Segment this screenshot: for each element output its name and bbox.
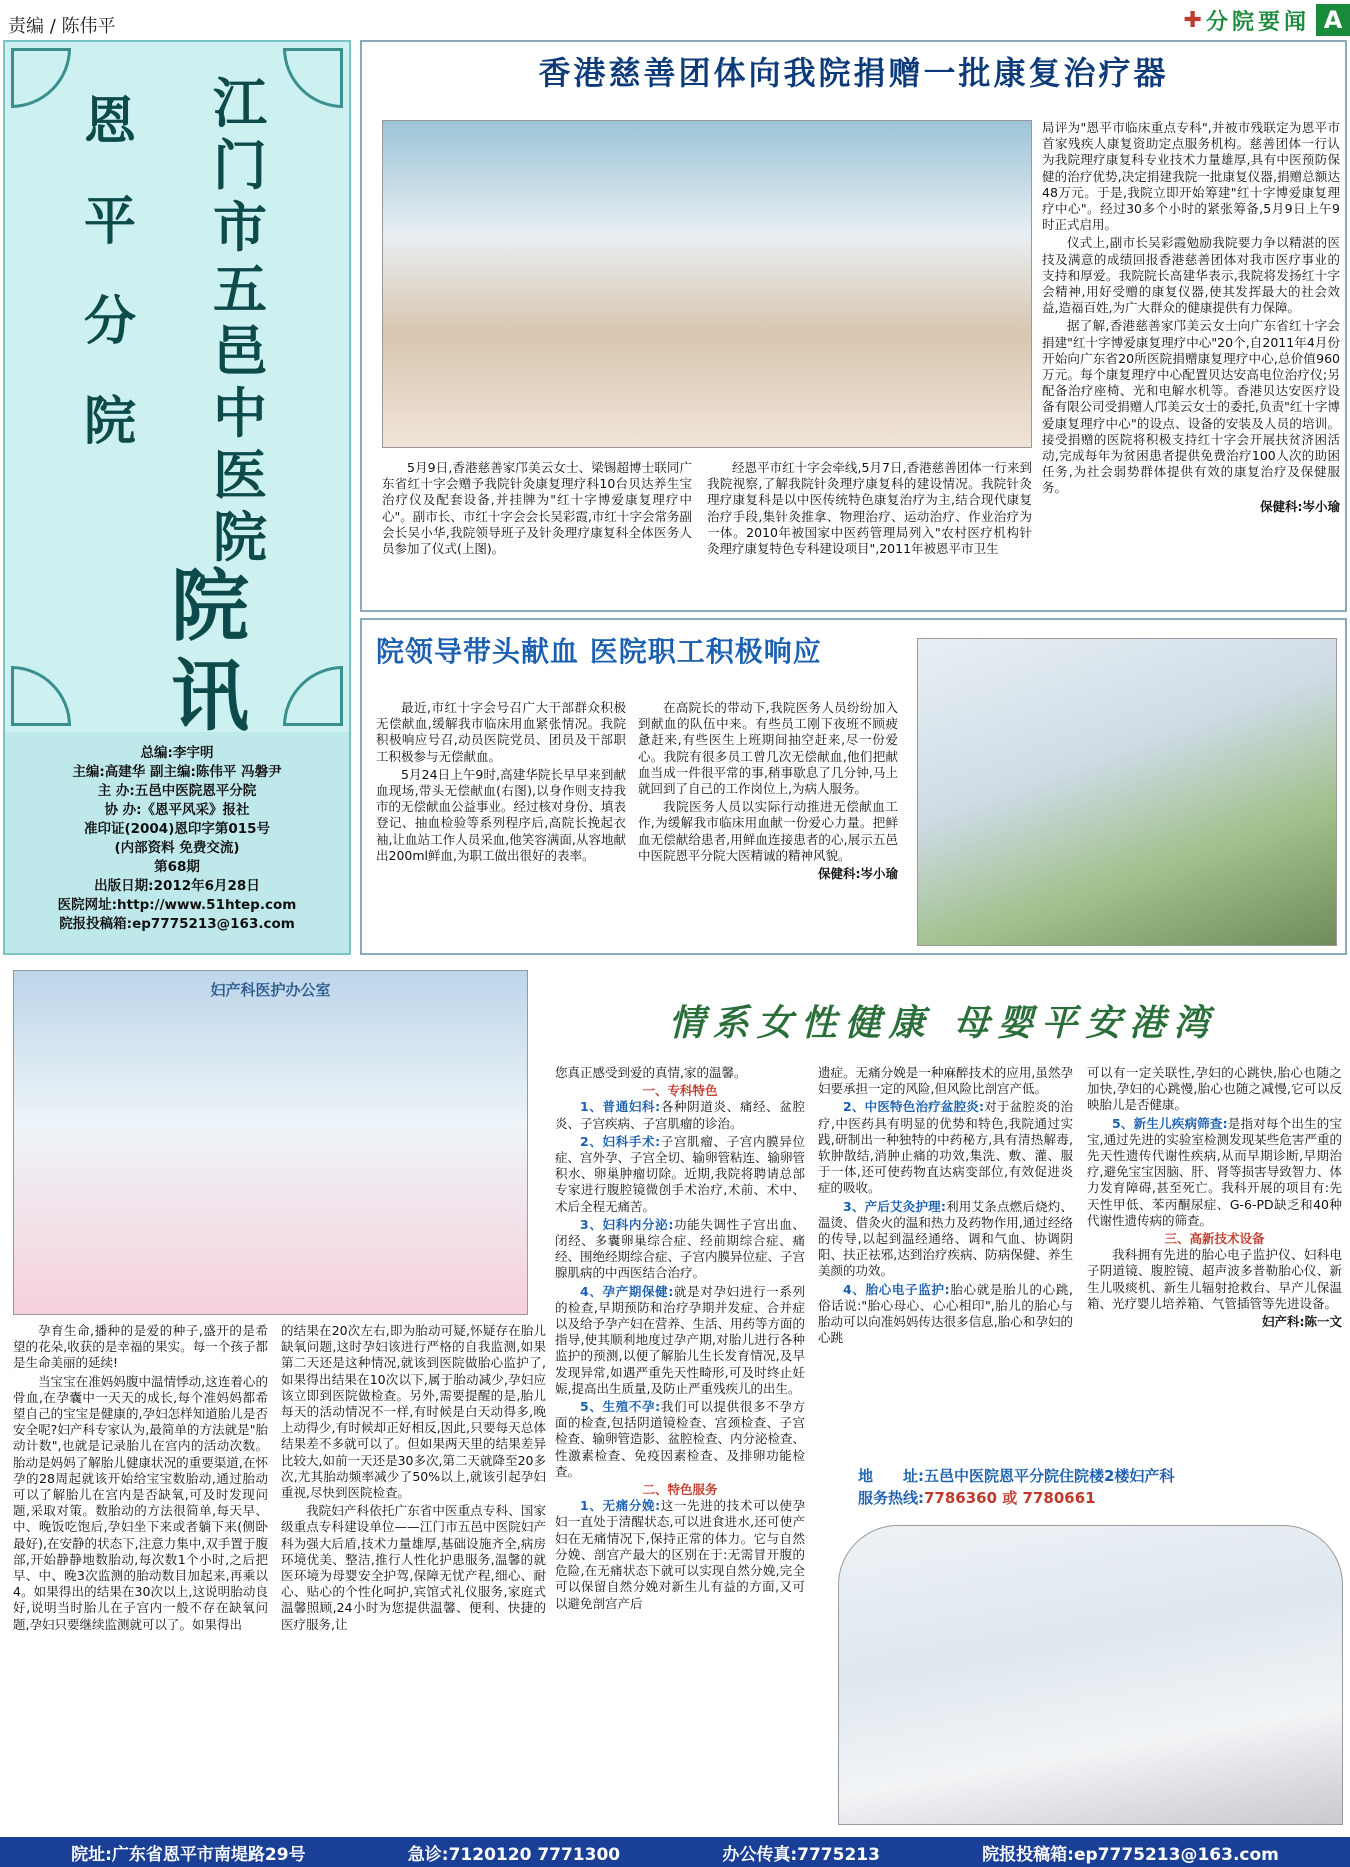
article-column: 局评为"恩平市临床重点专科",并被市残联定为恩平市首家残疾人康复资助定点服务机构。慈善团体一行认为我院理疗康复科专业技术力量雄厚,具有中医预防保健的治疗优势,决定捐建我院一批康复仪器,捐赠总额达48万元。于是,我院立即开始筹建"红十字博爱康复理疗中心"。经过30多个小时的紧张筹备,5月9日上午9时正式启用。 仪式上,副市长吴彩霞勉励我院要力争以精湛的医技及满意的成绩回报香港慈善团体对我市医疗事业的支持和厚爱。我院院长高建华表示,我院将发扬红十字会精神,用好受赠的康复仪器,使其发挥最大的社会效益,造福百姓,为广大群众的健康提供有力保障。 据了解,香港慈善家邝美云女士向广东省红十字会捐建"红十字博爱康复理疗中心"20个,自2011年4月份开始向广东省20所医院捐赠康复理疗中心,总价值960万元。每个康复理疗中心配置贝达安高电位治疗仪;另配备治疗座椅、光和电解水机等。香港贝达安医疗设备有限公司受捐赠人邝美云女士的委托,负责"红十字博爱康复理疗中心"的设点、设备的安装及人员的培训。接受捐赠的医院将积极支持红十字会开展扶贫济困活动,完成每年为贫困患者提供免费治疗100人次的助困任务,为社会弱势群体提供有效的康复治疗及保健服务。 保健科:岑小瑜 xyxy=(1042,120,1340,514)
author: 保健科:岑小瑜 xyxy=(1260,498,1340,514)
article-title: 院领导带头献血 医院职工积极响应 xyxy=(376,635,822,668)
blood-donation-photo xyxy=(917,638,1337,946)
photo-sign: 妇产科医护办公室 xyxy=(210,981,331,999)
website[interactable]: 医院网址:http://www.51htep.com xyxy=(57,897,297,913)
section-letter: A xyxy=(1316,4,1350,36)
article-column: 您真正感受到爱的真情,家的温馨。 一、专科特色 1、普通妇科:各种阴道炎、痛经、盆腔炎、子宫疾病、子宫肌瘤的诊治。 2、妇科手术:子宫肌瘤、子宫内膜异位症、宫外孕、子宫全切、输卵管粘连、输卵管积水、卵巢肿瘤切除。近期,我院将聘请总部专家进行腹腔镜微创手术治疗,术前、术中、术后全程无痛苦。 3、妇科内分泌:功能失调性子宫出血、闭经、多囊卵巢综合症、经前期综合症、痛经、围绝经期综合症、子宫内膜异位症、子宫腺肌病的中西医结合治疗。 4、孕产期保健:就是对孕妇进行一系列的检查,早期预防和治疗孕期并发症、合并症以及给予孕产妇在营养、生活、用药等方面的指导,使其顺利地度过孕产期,对胎儿进行各种监护的预测,以便了解胎儿生长发育情况,及早发现异常,如遇严重先天性畸形,可及时终止妊娠,提高出生质量,及防止严重残疾儿的出生。 5、生殖不孕:我们可以提供很多不孕方面的检查,包括阴道镜检查、宫颈检查、子宫检查、输卵管造影、盆腔检查、内分泌检查、性激素检查、免疫因素检查、及排卵功能检查。 二、特色服务 1、无痛分娩:这一先进的技术可以使孕妇一直处于清醒状态,可以进食进水,还可使产妇在无痛情况下,保持正常的体力。它与自然分娩、剖宫产最大的区别在于:无需冒开腹的危险,在无痛状态下就可以实现自然分娩,完全可以保留自然分娩对新生儿有益的方面,又可以避免剖宫产后 xyxy=(555,1065,806,1611)
permit: 准印证(2004)恩印字第015号 xyxy=(83,821,271,837)
co-host: 协 办:《恩平风采》报社 xyxy=(104,802,250,818)
article-column: 的结果在20次左右,即为胎动可疑,怀疑存在胎儿缺氧问题,这时孕妇该进行严格的自我监测,如果第二天还是这种情况,就该到医院做胎心监护了,如果得出结果在10次以下,属于胎动减少,孕妇应该立即到医院做检查。另外,需要提醒的是,胎儿每天的活动情况不一样,有时候是白天动得多,晚上动得少,有时候却正好相反,因此,只要每天总体结果差不多就可以了。但如果两天里的结果差异比较大,如前一天还是30多次,第二天就降至20多次,尤其胎动频率减少了50%以上,就该引起孕妇重视,尽快到医院检查。 我院妇产科依托广东省中医重点专科、国家级重点专科建设单位——江门市五邑中医院妇产科为强大后盾,技术力量雄厚,基础设施齐全,病房环境优美、整洁,推行人性化护患服务,温馨的就医环境为母婴安全护驾,保障无忧产程,细心、耐心、贴心的个性化呵护,宾馆式礼仪服务,家庭式温馨照顾,24小时为您提供温馨、便利、快捷的医疗服务,让 xyxy=(281,1323,546,1632)
article-column: 可以有一定关联性,孕妇的心跳快,胎心也随之加快,孕妇的心跳慢,胎心也随之减慢,它可以反映胎儿是否健康。 5、新生儿疾病筛查:是指对每个出生的宝宝,通过先进的实验室检测发现某些危害严重的先天性遗传代谢性疾病,从而早期诊断,早期治疗,避免宝宝因脑、肝、肾等损害导致智力、体力发育障碍,甚至死亡。我科开展的项目有:先天性甲低、苯丙酮尿症、G-6-PD缺乏和40种代谢性遗传病的筛查。 三、高新技术设备 我科拥有先进的胎心电子监护仪、妇科电子阴道镜、腹腔镜、超声波多普勒胎心仪、新生儿吸痰机、新生儿辐射抢救台、早产儿保温箱、光疗婴儿培养箱、气管插管等先进设备。 妇产科:陈一文 xyxy=(1087,1065,1342,1330)
email[interactable]: 院报投稿箱:ep7775213@163.com xyxy=(59,916,295,932)
hospital-name: 江门市五邑中医院 xyxy=(213,71,267,569)
host: 主 办:五邑中医院恩平分院 xyxy=(97,783,257,799)
footer-email[interactable]: 院报投稿箱:ep7775213@163.com xyxy=(982,1844,1279,1865)
top-bar xyxy=(0,0,1350,40)
article-donation xyxy=(360,40,1347,612)
footer-emergency: 急诊:7120120 7771300 xyxy=(407,1844,621,1865)
article-title: 香港慈善团体向我院捐赠一批康复治疗器 xyxy=(538,54,1169,92)
article-column: 最近,市红十字会号召广大干部群众积极无偿献血,缓解我市临床用血紧张情况。我院积极响应号召,动员医院党员、团员及干部职工积极参与无偿献血。 5月24日上午9时,高建华院长早早来到献血现场,带头无偿献血(右图),以身作则支持我市的无偿献血公益事业。经过核对身份、填表登记、抽血检验等系列程序后,高院长挽起衣袖,让血站工作人员采血,他笑容满面,从容地献出200ml鲜血,为职工做出很好的表率。 xyxy=(376,700,627,863)
section-tag xyxy=(1090,4,1350,36)
author: 妇产科:陈一文 xyxy=(1262,1314,1342,1330)
staff-photo xyxy=(13,970,528,1315)
author: 保健科:岑小瑜 xyxy=(818,866,898,882)
chief-editor: 总编:李宇明 xyxy=(140,745,214,761)
article-title: 情系女性健康 母婴平安港湾 xyxy=(668,1002,1218,1044)
publish-date: 出版日期:2012年6月28日 xyxy=(94,878,260,894)
masthead xyxy=(3,40,351,955)
footer-address: 院址:广东省恩平市南堤路29号 xyxy=(71,1844,306,1865)
article-obstetrics xyxy=(3,965,1347,1830)
article-blood-donation xyxy=(360,618,1347,955)
footer-fax: 办公传真:7775213 xyxy=(722,1844,880,1865)
footer-bar xyxy=(0,1837,1350,1867)
article-column: 在高院长的带动下,我院医务人员纷纷加入到献血的队伍中来。有些员工刚下夜班不顾疲惫赶来,有些医生上班期间抽空赶来,尽一份爱心。我院有很多员工曾几次无偿献血,他们把献血当成一件很平常的事,稍事歇息了几分钟,马上就回到了自己的工作岗位上,为病人服务。 我院医务人员以实际行动推进无偿献血工作,为缓解我市临床用血献一份爱心力量。把鲜血无偿献给患者,用鲜血连接患者的心,展示五邑中医院恩平分院大医精诚的精神风貌。 保健科:岑小瑜 xyxy=(638,700,898,882)
corner-ornament-icon xyxy=(283,48,343,108)
section-name: 分院要闻 xyxy=(1205,9,1310,35)
department-contact xyxy=(858,1465,1338,1509)
note: (内部资料 免费交流) xyxy=(114,840,240,856)
hotline-number: 7786360 或 7780661 xyxy=(924,1489,1096,1507)
nursery-photo xyxy=(838,1525,1343,1825)
group-photo xyxy=(382,120,1032,448)
corner-ornament-icon xyxy=(11,666,71,726)
masthead-banner xyxy=(5,42,349,742)
corner-ornament-icon xyxy=(283,666,343,726)
paper-name: 院讯 xyxy=(170,561,249,742)
article-column: 经恩平市红十字会牵线,5月7日,香港慈善团体一行来到我院视察,了解我院针灸理疗康复科的建设情况。我院针灸理疗康复科是以中医传统特色康复治疗为主,结合现代康复治疗手段,集针灸推拿、物理治疗、运动治疗、作业治疗为一体。2010年被国家中医药管理局列入"农村医疗机构针灸理疗康复特色专科建设项目",2011年被恩平市卫生 xyxy=(707,460,1032,557)
article-column: 遗症。无痛分娩是一种麻醉技术的应用,虽然孕妇要承担一定的风险,但风险比剖宫产低。 2、中医特色治疗盆腔炎:对于盆腔炎的治疗,中医药具有明显的优势和特色,我院通过实践,研制出一种独特的中药秘方,具有清热解毒,软肿散结,消肿止痛的功效,集洗、敷、灌、服于一体,还可使药物直达病变部位,有效促进炎症的吸收。 3、产后艾灸护理:利用艾条点燃后烧灼、温烫、借灸火的温和热力及药物作用,通过经络的传导,以起到温经通络、调和气血、协调阴阳、扶正祛邪,达到治疗疾病、防病保健、养生美颜的功效。 4、胎心电子监护:胎心就是胎儿的心跳,俗话说:"胎心母心、心心相印",胎儿的胎心与胎动可以向准妈妈传达很多信息,胎心和孕妇的心跳 xyxy=(818,1065,1073,1346)
masthead-info xyxy=(5,734,349,944)
issue: 第68期 xyxy=(154,859,200,875)
red-cross-icon: ✚ xyxy=(1183,7,1202,33)
department-address: 地 址:五邑中医院恩平分院住院楼2楼妇产科 xyxy=(858,1467,1175,1485)
hotline-label: 服务热线: xyxy=(858,1489,924,1507)
article-column: 5月9日,香港慈善家邝美云女士、梁锡超博士联同广东省红十字会赠予我院针灸康复理疗科10台贝达养生宝治疗仪及配套设备,并挂牌为"红十字博爱康复理疗中心"。副市长、市红十字会会长吴彩霞,市红十字会常务副会长吴小华,我院领导班子及针灸理疗康复科全体医务人员参加了仪式(上图)。 xyxy=(382,460,692,557)
editors: 主编:高建华 副主编:陈伟平 冯磐尹 xyxy=(72,764,282,780)
editor-credit: 责编 / 陈伟平 xyxy=(8,16,116,37)
corner-ornament-icon xyxy=(11,48,71,108)
branch-name: 恩平分院 xyxy=(83,91,136,452)
article-column: 孕育生命,播种的是爱的种子,盛开的是希望的花朵,收获的是幸福的果实。每一个孩子都是生命美丽的延续! 当宝宝在准妈妈腹中温情悸动,这连着心的骨血,在孕囊中一天天的成长,每个准妈妈都希望自己的宝宝是健康的,孕妇怎样知道胎儿是否安全呢?妇产科专家认为,最简单的方法就是"胎动计数",也就是记录胎儿在宫内的活动次数。胎动是妈妈了解胎儿健康状况的重要渠道,在怀孕的28周起就该开始给宝宝数胎动,通过胎动可以了解胎儿在宫内是否缺氧,可及时发现问题,采取对策。数胎动的方法很简单,每天早、中、晚饭吃饱后,孕妇坐下来或者躺下来(侧卧最好),在安静的状态下,注意力集中,双手置于腹部,开始静静地数胎动,每次数1个小时,之后把早、中、晚3次监测的胎动数目加起来,再乘以4。如果得出的结果在30次以上,这说明胎动良好,说明当时胎儿在子宫内一般不存在缺氧问题,孕妇只要继续监测就可以了。如果得出 xyxy=(13,1323,268,1632)
